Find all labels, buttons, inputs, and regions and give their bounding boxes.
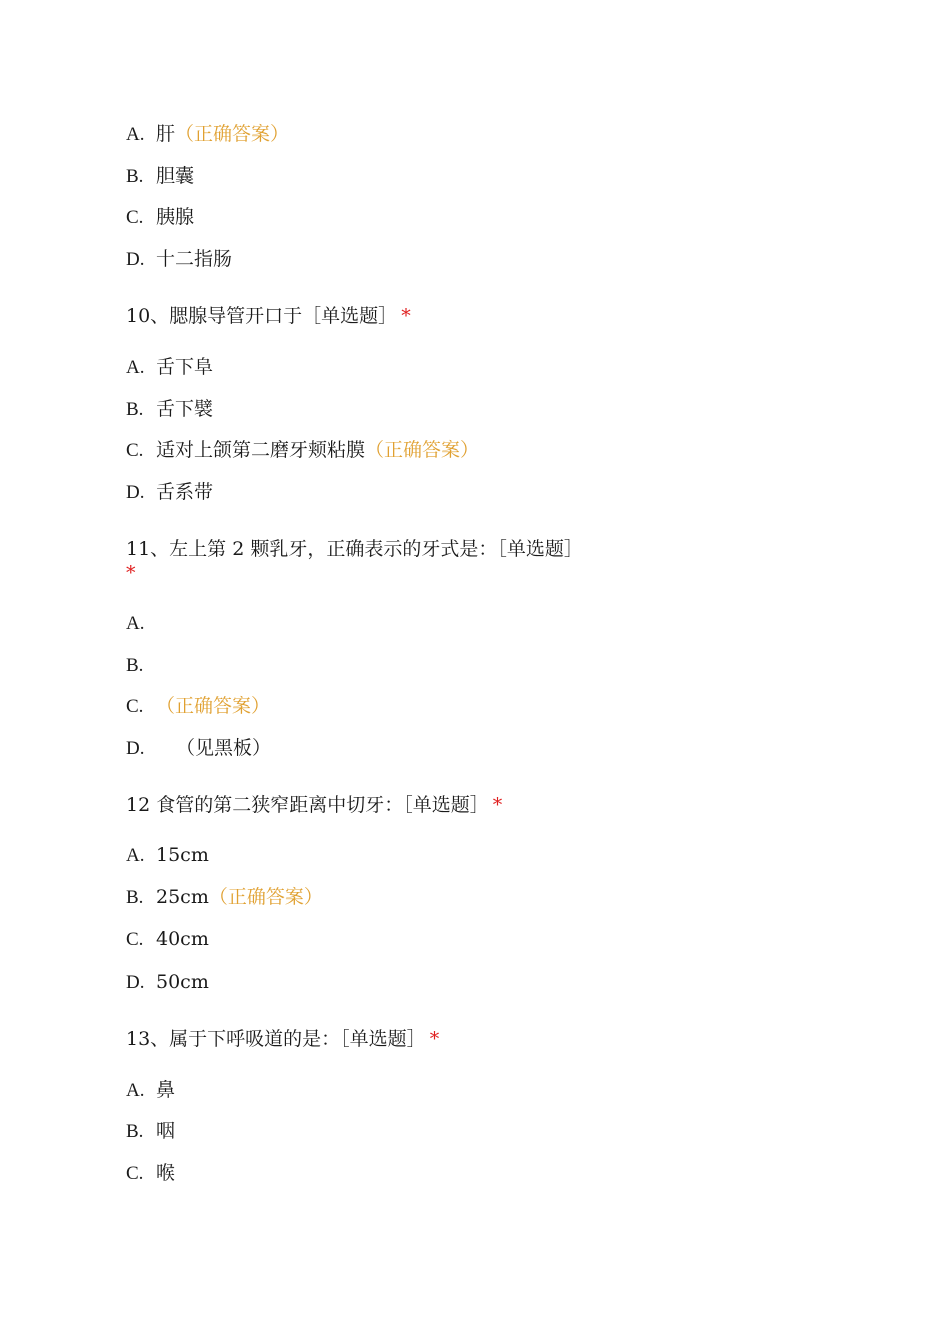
option-text: 25cm <box>156 886 209 908</box>
option-text: 十二指肠 <box>156 248 233 270</box>
option-text: 15cm <box>156 844 209 866</box>
option-text: 50cm <box>156 971 209 993</box>
q12-option-d <box>126 970 209 995</box>
correct-answer-tag: （正确答案） <box>156 695 271 717</box>
q11-option-d <box>126 736 271 761</box>
q10-option-a <box>126 355 213 380</box>
option-letter: C. <box>126 929 144 950</box>
q10-option-c <box>126 438 479 463</box>
required-star: * <box>401 305 411 327</box>
option-letter: C. <box>126 207 144 228</box>
option-letter: B. <box>126 166 144 187</box>
q9-option-d <box>126 247 232 272</box>
option-letter: D. <box>126 738 145 759</box>
q10-option-b <box>126 397 213 422</box>
option-text: 适对上颌第二磨牙颊粘膜 <box>156 439 366 461</box>
correct-answer-tag: （正确答案） <box>208 886 323 908</box>
option-text: 咽 <box>156 1120 176 1142</box>
option-letter: B. <box>126 887 144 908</box>
option-letter: B. <box>126 655 144 676</box>
option-letter: D. <box>126 482 145 503</box>
option-text: 鼻 <box>156 1079 176 1101</box>
question-title: 10、腮腺导管开口于［单选题］ <box>126 305 398 327</box>
q12-title <box>126 793 502 817</box>
q11-option-c <box>126 694 270 719</box>
option-letter: C. <box>126 440 144 461</box>
q10-title <box>126 304 411 328</box>
option-text: 胰腺 <box>156 206 195 228</box>
option-letter: B. <box>126 399 144 420</box>
option-letter: C. <box>126 1163 144 1184</box>
option-letter: D. <box>126 972 145 993</box>
correct-answer-tag: （正确答案） <box>365 439 480 461</box>
required-star: * <box>492 794 503 816</box>
option-text: 舌下阜 <box>156 356 214 378</box>
option-letter: B. <box>126 1121 144 1142</box>
option-letter: A. <box>126 124 145 145</box>
option-text: （见黑板） <box>176 737 272 759</box>
option-letter: A. <box>126 613 145 634</box>
option-letter: D. <box>126 249 145 270</box>
option-text: 肝 <box>156 123 176 145</box>
q13-option-b <box>126 1119 175 1144</box>
question-title: 11、左上第 2 颗乳牙，正确表示的牙式是：［单选题］ <box>126 538 583 560</box>
q11-option-b <box>126 653 156 678</box>
q13-option-a <box>126 1078 175 1103</box>
option-text: 舌下襞 <box>156 398 214 420</box>
q10-option-d <box>126 480 213 505</box>
option-text: 40cm <box>156 928 209 950</box>
q13-option-c <box>126 1161 175 1186</box>
q9-option-a <box>126 122 289 147</box>
q13-title <box>126 1027 439 1051</box>
required-star: * <box>126 562 136 584</box>
q12-option-a <box>126 843 209 868</box>
option-letter: A. <box>126 845 145 866</box>
question-title: 13、属于下呼吸道的是：［单选题］ <box>126 1028 426 1050</box>
q9-option-c <box>126 205 194 230</box>
option-text: 喉 <box>156 1162 176 1184</box>
option-text: 胆囊 <box>156 165 195 187</box>
q9-option-b <box>126 164 194 189</box>
q12-option-b <box>126 885 323 910</box>
option-text: 舌系带 <box>156 481 214 503</box>
question-title: 12 食管的第二狭窄距离中切牙：［单选题］ <box>126 794 489 816</box>
q12-option-c <box>126 927 209 952</box>
option-letter: C. <box>126 696 144 717</box>
q11-title <box>126 537 583 561</box>
required-star: * <box>429 1028 440 1050</box>
q11-option-a <box>126 611 156 636</box>
option-letter: A. <box>126 1080 145 1101</box>
correct-answer-tag: （正确答案） <box>175 123 290 145</box>
option-letter: A. <box>126 357 145 378</box>
